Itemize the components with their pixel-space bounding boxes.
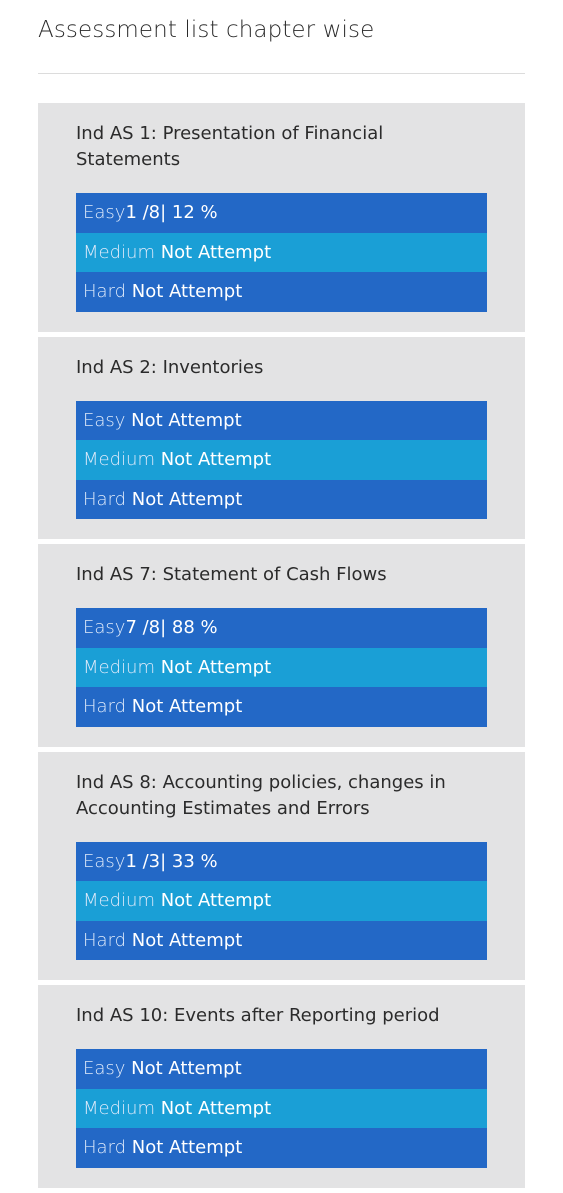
level-status: 1 /3| 33 % xyxy=(125,850,218,872)
medium-level-row[interactable] xyxy=(76,440,487,480)
level-label: Hard xyxy=(83,1137,127,1158)
level-label: Easy xyxy=(83,202,126,223)
level-status: Not Attempt xyxy=(126,929,243,951)
level-label: Easy xyxy=(83,617,126,638)
level-status: Not Attempt xyxy=(154,449,272,470)
level-status: Not Attempt xyxy=(154,1097,272,1119)
medium-level-row[interactable] xyxy=(76,881,487,921)
level-label: Medium xyxy=(83,241,155,263)
hard-level-row[interactable] xyxy=(76,272,487,312)
level-label: Medium xyxy=(83,449,155,470)
chapter-card[interactable] xyxy=(38,103,525,332)
easy-level-row[interactable] xyxy=(76,842,487,882)
level-status: Not Attempt xyxy=(125,1058,242,1079)
chapter-card[interactable] xyxy=(38,544,525,747)
level-label: Hard xyxy=(83,696,127,717)
chapter-title: Ind AS 2: Inventories xyxy=(76,356,264,378)
level-label: Easy xyxy=(83,409,126,431)
level-status: 7 /8| 88 % xyxy=(125,617,218,638)
easy-level-row[interactable] xyxy=(76,401,487,441)
level-status: 1 /8| 12 % xyxy=(125,202,218,223)
chapter-title: Ind AS 10: Events after Reporting period xyxy=(76,1005,440,1026)
chapter-title: Ind AS 8: Accounting policies, changes in Accounting Estimates and Errors xyxy=(76,771,446,819)
level-label: Medium xyxy=(83,890,155,911)
level-label: Hard xyxy=(83,281,127,302)
hard-level-row[interactable] xyxy=(76,687,487,727)
easy-level-row[interactable] xyxy=(76,193,487,233)
level-status: Not Attempt xyxy=(126,281,243,302)
page-title: Assessment list chapter wise xyxy=(38,17,375,43)
chapter-title: Ind AS 7: Statement of Cash Flows xyxy=(76,564,387,585)
level-label: Medium xyxy=(83,1097,155,1119)
chapter-card[interactable] xyxy=(38,337,525,540)
level-label: Easy xyxy=(83,1058,126,1079)
header-divider xyxy=(38,73,525,74)
easy-level-row[interactable] xyxy=(76,1049,487,1089)
level-label: Hard xyxy=(83,929,127,951)
medium-level-row[interactable] xyxy=(76,648,487,688)
level-status: Not Attempt xyxy=(126,488,243,510)
chapter-card[interactable] xyxy=(38,752,525,981)
easy-level-row[interactable] xyxy=(76,608,487,648)
chapter-title: Ind AS 1: Presentation of Financial Statements xyxy=(76,123,384,170)
level-status: Not Attempt xyxy=(125,409,242,431)
medium-level-row[interactable] xyxy=(76,233,487,273)
level-label: Medium xyxy=(83,656,155,678)
chapter-list xyxy=(38,103,525,1193)
level-status: Not Attempt xyxy=(154,890,272,911)
level-label: Hard xyxy=(83,488,127,510)
hard-level-row[interactable] xyxy=(76,921,487,961)
level-label: Easy xyxy=(83,850,126,872)
level-status: Not Attempt xyxy=(154,656,272,678)
hard-level-row[interactable] xyxy=(76,1128,487,1168)
hard-level-row[interactable] xyxy=(76,480,487,520)
medium-level-row[interactable] xyxy=(76,1089,487,1129)
level-status: Not Attempt xyxy=(126,1137,243,1158)
chapter-card[interactable] xyxy=(38,985,525,1188)
level-status: Not Attempt xyxy=(154,241,272,263)
level-status: Not Attempt xyxy=(126,696,243,717)
